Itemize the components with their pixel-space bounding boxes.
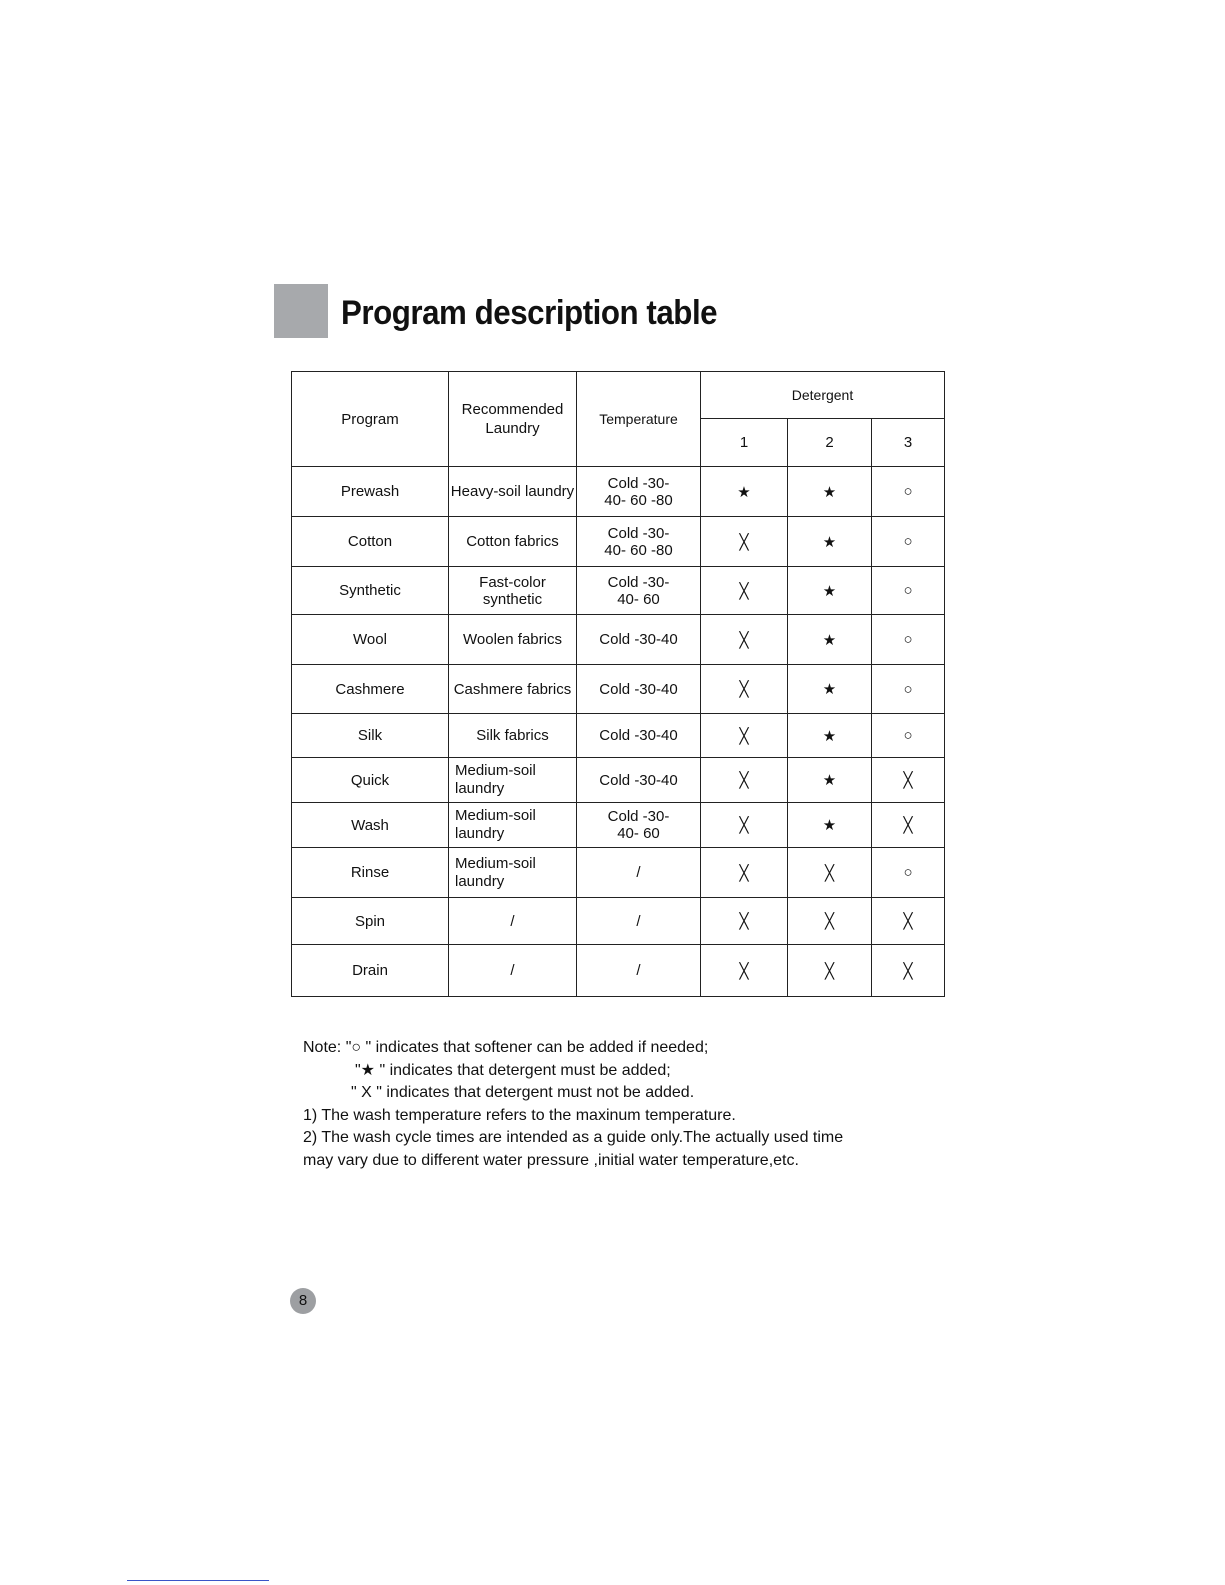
laundry-cell: Silk fabrics xyxy=(449,714,577,758)
detergent-2-cell: ★ xyxy=(788,517,872,567)
laundry-cell: Heavy-soil laundry xyxy=(449,467,577,517)
detergent-2-cell: ★ xyxy=(788,665,872,714)
detergent-1-cell: ╳ xyxy=(701,567,788,615)
detergent-1-cell: ╳ xyxy=(701,665,788,714)
program-cell: Prewash xyxy=(292,467,449,517)
detergent-1-cell: ╳ xyxy=(701,898,788,945)
laundry-cell: / xyxy=(449,945,577,997)
program-cell: Quick xyxy=(292,758,449,803)
temperature-cell: Cold -30-40 xyxy=(577,758,701,803)
detergent-1-cell: ╳ xyxy=(701,848,788,898)
program-cell: Cotton xyxy=(292,517,449,567)
temperature-cell: Cold -30-40 xyxy=(577,615,701,665)
header-detergent-2: 2 xyxy=(788,419,872,467)
table-row xyxy=(292,945,945,997)
footer-divider xyxy=(127,1580,269,1581)
laundry-cell: Woolen fabrics xyxy=(449,615,577,665)
table-row xyxy=(292,567,945,615)
program-table xyxy=(291,371,945,997)
header-laundry: Recommended Laundry xyxy=(449,372,577,467)
note-softener: Note: "○ " indicates that softener can be added if needed; xyxy=(303,1039,709,1056)
note-cycle-time: 2) The wash cycle times are intended as a guide only.The actually used time xyxy=(303,1129,844,1146)
note-detergent-forbidden: " X " indicates that detergent must not be added. xyxy=(351,1084,695,1101)
laundry-cell: Medium-soil laundry xyxy=(449,848,577,898)
note-cycle-time-cont: may vary due to different water pressure ,initial water temperature,etc. xyxy=(303,1151,799,1169)
detergent-3-cell: ○ xyxy=(872,714,945,758)
detergent-2-cell: ★ xyxy=(788,567,872,615)
laundry-cell: Cashmere fabrics xyxy=(449,665,577,714)
note-temperature: 1) The wash temperature refers to the maxinum temperature. xyxy=(303,1106,736,1124)
header-detergent-1: 1 xyxy=(701,419,788,467)
laundry-cell: Cotton fabrics xyxy=(449,517,577,567)
temperature-cell: / xyxy=(577,945,701,997)
program-cell: Cashmere xyxy=(292,665,449,714)
detergent-3-cell: ╳ xyxy=(872,945,945,997)
temperature-cell: / xyxy=(577,848,701,898)
header-temperature: Temperature xyxy=(577,372,701,467)
detergent-1-cell: ╳ xyxy=(701,714,788,758)
detergent-3-cell: ○ xyxy=(872,467,945,517)
table-row xyxy=(292,803,945,848)
table-row xyxy=(292,898,945,945)
program-cell: Drain xyxy=(292,945,449,997)
detergent-1-cell: ★ xyxy=(701,467,788,517)
header-program: Program xyxy=(292,372,449,467)
temperature-cell: / xyxy=(577,898,701,945)
temperature-cell: Cold -30- 40- 60 -80 xyxy=(577,517,701,567)
detergent-2-cell: ╳ xyxy=(788,848,872,898)
program-cell: Synthetic xyxy=(292,567,449,615)
laundry-cell: Medium-soil laundry xyxy=(449,758,577,803)
detergent-1-cell: ╳ xyxy=(701,517,788,567)
temperature-cell: Cold -30- 40- 60 xyxy=(577,803,701,848)
detergent-3-cell: ○ xyxy=(872,665,945,714)
detergent-3-cell: ╳ xyxy=(872,898,945,945)
detergent-2-cell: ╳ xyxy=(788,945,872,997)
header-detergent-3: 3 xyxy=(872,419,945,467)
table-row xyxy=(292,714,945,758)
laundry-cell: / xyxy=(449,898,577,945)
laundry-cell: Fast-color synthetic xyxy=(449,567,577,615)
table-row xyxy=(292,848,945,898)
detergent-2-cell: ★ xyxy=(788,758,872,803)
page-title: Program description table xyxy=(341,294,718,332)
program-cell: Silk xyxy=(292,714,449,758)
detergent-3-cell: ○ xyxy=(872,848,945,898)
program-cell: Wash xyxy=(292,803,449,848)
detergent-1-cell: ╳ xyxy=(701,803,788,848)
table-row xyxy=(292,665,945,714)
note-detergent-required: "★ " indicates that detergent must be added; xyxy=(355,1061,671,1079)
program-cell: Spin xyxy=(292,898,449,945)
detergent-3-cell: ○ xyxy=(872,567,945,615)
detergent-3-cell: ╳ xyxy=(872,758,945,803)
detergent-2-cell: ★ xyxy=(788,714,872,758)
detergent-1-cell: ╳ xyxy=(701,615,788,665)
section-marker xyxy=(274,284,328,338)
detergent-1-cell: ╳ xyxy=(701,945,788,997)
detergent-2-cell: ★ xyxy=(788,803,872,848)
page-number: 8 xyxy=(290,1288,316,1314)
notes xyxy=(303,1037,843,1172)
table-row xyxy=(292,517,945,567)
header-detergent: Detergent xyxy=(701,372,945,419)
table-row xyxy=(292,615,945,665)
program-cell: Wool xyxy=(292,615,449,665)
temperature-cell: Cold -30-40 xyxy=(577,665,701,714)
temperature-cell: Cold -30- 40- 60 xyxy=(577,567,701,615)
detergent-1-cell: ╳ xyxy=(701,758,788,803)
detergent-3-cell: ○ xyxy=(872,615,945,665)
detergent-3-cell: ╳ xyxy=(872,803,945,848)
program-cell: Rinse xyxy=(292,848,449,898)
laundry-cell: Medium-soil laundry xyxy=(449,803,577,848)
detergent-2-cell: ★ xyxy=(788,615,872,665)
table-row xyxy=(292,758,945,803)
temperature-cell: Cold -30-40 xyxy=(577,714,701,758)
temperature-cell: Cold -30- 40- 60 -80 xyxy=(577,467,701,517)
table-row xyxy=(292,467,945,517)
detergent-2-cell: ╳ xyxy=(788,898,872,945)
detergent-2-cell: ★ xyxy=(788,467,872,517)
detergent-3-cell: ○ xyxy=(872,517,945,567)
